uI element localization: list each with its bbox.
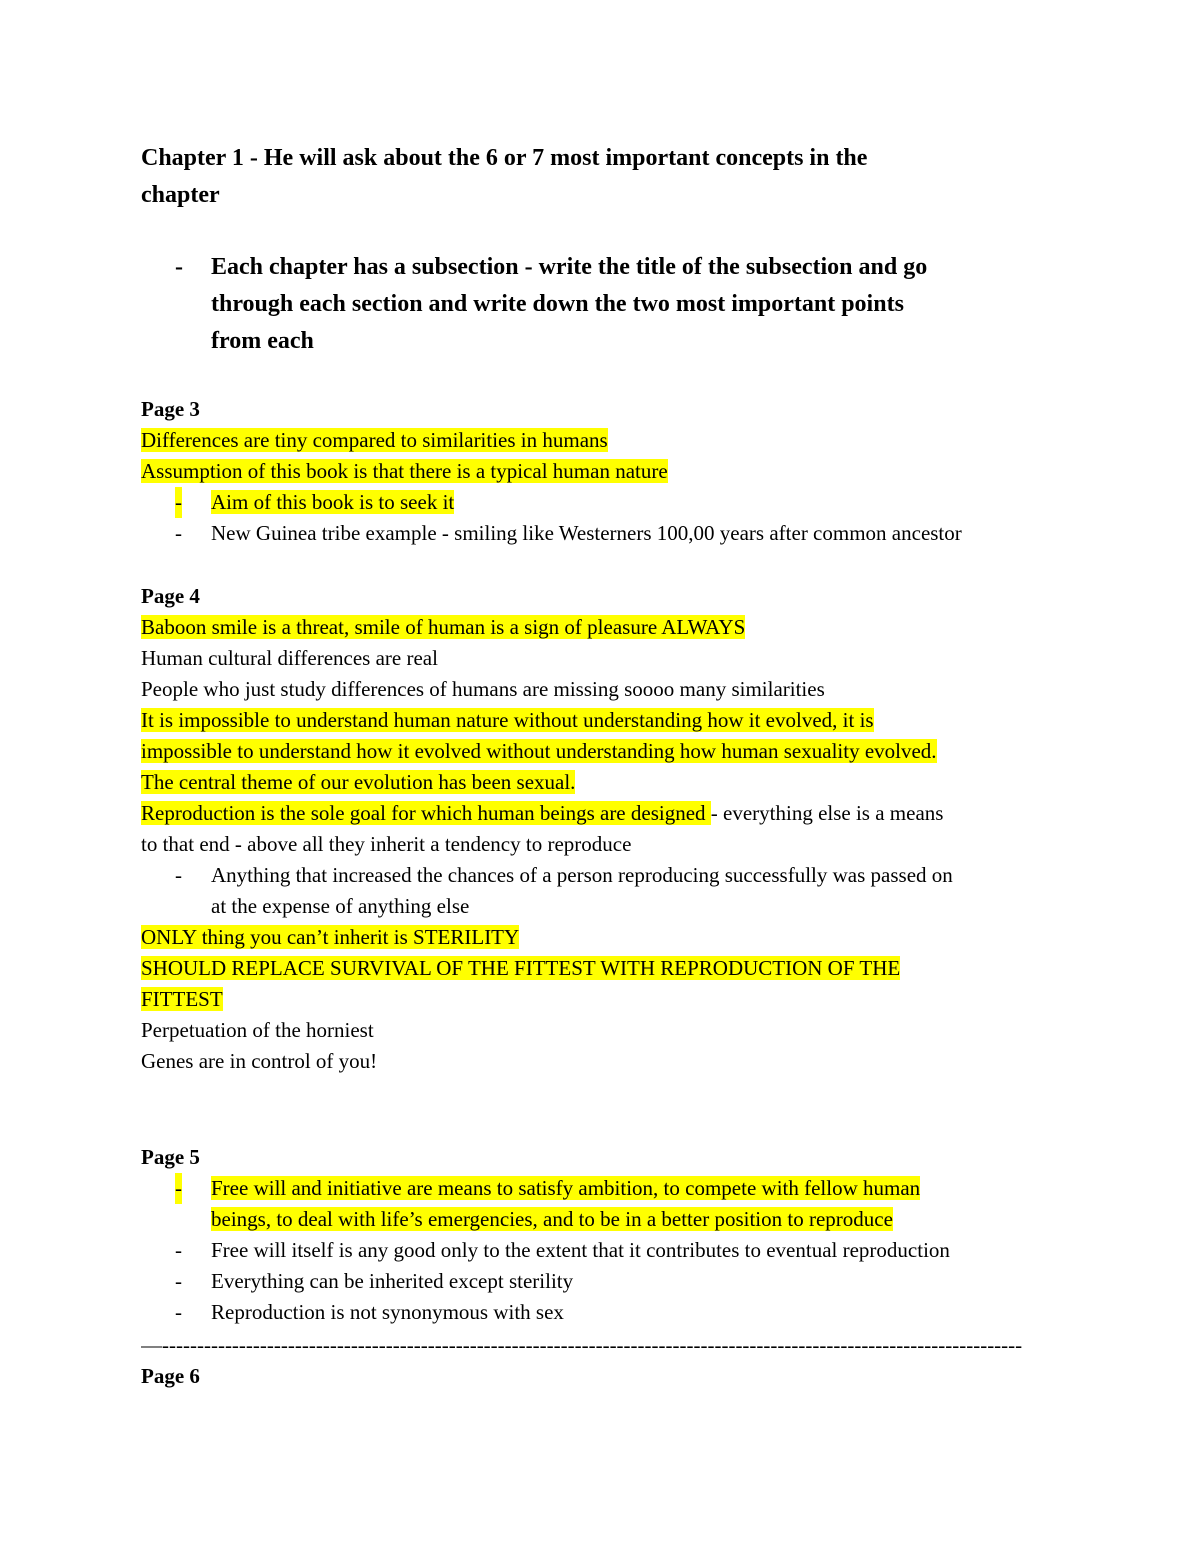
page-5-bullet-1 bbox=[141, 1173, 1081, 1235]
page-4-bullet-1 bbox=[141, 860, 1081, 922]
page-4-line-1 bbox=[141, 612, 1081, 643]
page-3-bullet-1 bbox=[141, 487, 1081, 518]
highlighted-text: ONLY thing you can’t inherit is STERILITY bbox=[141, 925, 520, 949]
chapter-heading-line-1: Chapter 1 - He will ask about the 6 or 7 most important concepts in the bbox=[141, 145, 868, 171]
page-4-line-12: Perpetuation of the horniest bbox=[141, 1018, 374, 1042]
highlighted-text: FITTEST bbox=[141, 987, 223, 1011]
section-separator: —--------------------------------------------------------------------------------------------------------------------------- bbox=[141, 1333, 1023, 1357]
highlighted-text: impossible to understand how it evolved without understanding how human sexuality evolved. bbox=[141, 739, 937, 763]
instruction-line-2: through each section and write down the two most important points bbox=[211, 291, 904, 317]
bullet-text bbox=[211, 1173, 1081, 1235]
page-3-bullet-2 bbox=[141, 518, 1081, 549]
bullet-dash: - bbox=[175, 1173, 182, 1204]
bullet-text: Everything can be inherited except sterility bbox=[211, 1269, 574, 1293]
page-3-line-1 bbox=[141, 425, 1081, 456]
highlighted-text: Assumption of this book is that there is a typical human nature bbox=[141, 459, 668, 483]
highlighted-text: beings, to deal with life’s emergencies, and to be in a better position to reproduce bbox=[211, 1207, 893, 1231]
highlighted-text: It is impossible to understand human nature without understanding how it evolved, it is bbox=[141, 708, 874, 732]
page-6-label: Page 6 bbox=[141, 1364, 200, 1388]
section-page-5 bbox=[141, 1142, 1081, 1328]
bullet-line-2: at the expense of anything else bbox=[211, 894, 470, 918]
instruction-line-1: Each chapter has a subsection - write the title of the subsection and go bbox=[211, 254, 928, 280]
highlighted-text: Free will and initiative are means to satisfy ambition, to compete with fellow human bbox=[211, 1176, 921, 1200]
section-page-4 bbox=[141, 581, 1081, 1077]
page-5-bullet-4 bbox=[141, 1297, 1081, 1328]
page-4-line-4 bbox=[141, 705, 1081, 736]
page-3-label: Page 3 bbox=[141, 397, 200, 421]
page-5-bullet-3 bbox=[141, 1266, 1081, 1297]
page-4-line-10 bbox=[141, 953, 1081, 984]
chapter-heading-line-2: chapter bbox=[141, 182, 220, 208]
page-4-line-2: Human cultural differences are real bbox=[141, 646, 438, 670]
page-4-label: Page 4 bbox=[141, 584, 200, 608]
chapter-heading bbox=[141, 140, 1041, 214]
bullet-dash: - bbox=[175, 1238, 182, 1262]
page-5-label: Page 5 bbox=[141, 1145, 200, 1169]
bullet-text: Free will itself is any good only to the extent that it contributes to eventual reproduction bbox=[211, 1238, 950, 1262]
highlighted-text: The central theme of our evolution has been sexual. bbox=[141, 770, 576, 794]
highlighted-text: SHOULD REPLACE SURVIVAL OF THE FITTEST WITH REPRODUCTION OF THE bbox=[141, 956, 901, 980]
bullet-line-1: Anything that increased the chances of a person reproducing successfully was passed on bbox=[211, 863, 953, 887]
instruction-line-3: from each bbox=[211, 328, 314, 354]
bullet-line-1 bbox=[211, 1173, 1081, 1204]
page-4-line-8: to that end - above all they inherit a tendency to reproduce bbox=[141, 832, 632, 856]
instruction-bullet bbox=[141, 249, 1061, 360]
page-4-line-7 bbox=[141, 798, 1081, 829]
bullet-dash: - bbox=[175, 254, 183, 280]
page-3-line-2 bbox=[141, 456, 1081, 487]
highlighted-text: Reproduction is the sole goal for which human beings are designed bbox=[141, 801, 711, 825]
page-4-line-3: People who just study differences of humans are missing soooo many similarities bbox=[141, 677, 825, 701]
bullet-text: New Guinea tribe example - smiling like Westerners 100,00 years after common ancestor bbox=[211, 521, 962, 545]
bullet-dash: - bbox=[175, 1300, 182, 1324]
page-4-line-13: Genes are in control of you! bbox=[141, 1049, 378, 1073]
instruction-text bbox=[211, 249, 1061, 360]
bullet-text bbox=[211, 860, 1081, 922]
plain-text: - everything else is a means bbox=[710, 801, 944, 825]
page-4-line-6 bbox=[141, 767, 1081, 798]
bullet-line-2 bbox=[211, 1204, 1081, 1235]
page-4-line-9 bbox=[141, 922, 1081, 953]
bullet-dash: - bbox=[175, 1269, 182, 1293]
bullet-text: Reproduction is not synonymous with sex bbox=[211, 1300, 564, 1324]
highlighted-text: Aim of this book is to seek it bbox=[211, 490, 455, 514]
section-page-3 bbox=[141, 394, 1081, 549]
highlighted-text: Baboon smile is a threat, smile of human is a sign of pleasure ALWAYS bbox=[141, 615, 746, 639]
page-4-line-5 bbox=[141, 736, 1081, 767]
bullet-dash: - bbox=[175, 521, 182, 545]
page-4-line-11 bbox=[141, 984, 1081, 1015]
bullet-dash: - bbox=[175, 863, 182, 887]
highlighted-text: Differences are tiny compared to similarities in humans bbox=[141, 428, 608, 452]
page-5-bullet-2 bbox=[141, 1235, 1081, 1266]
bullet-dash: - bbox=[175, 487, 182, 518]
section-page-6 bbox=[141, 1361, 1081, 1392]
